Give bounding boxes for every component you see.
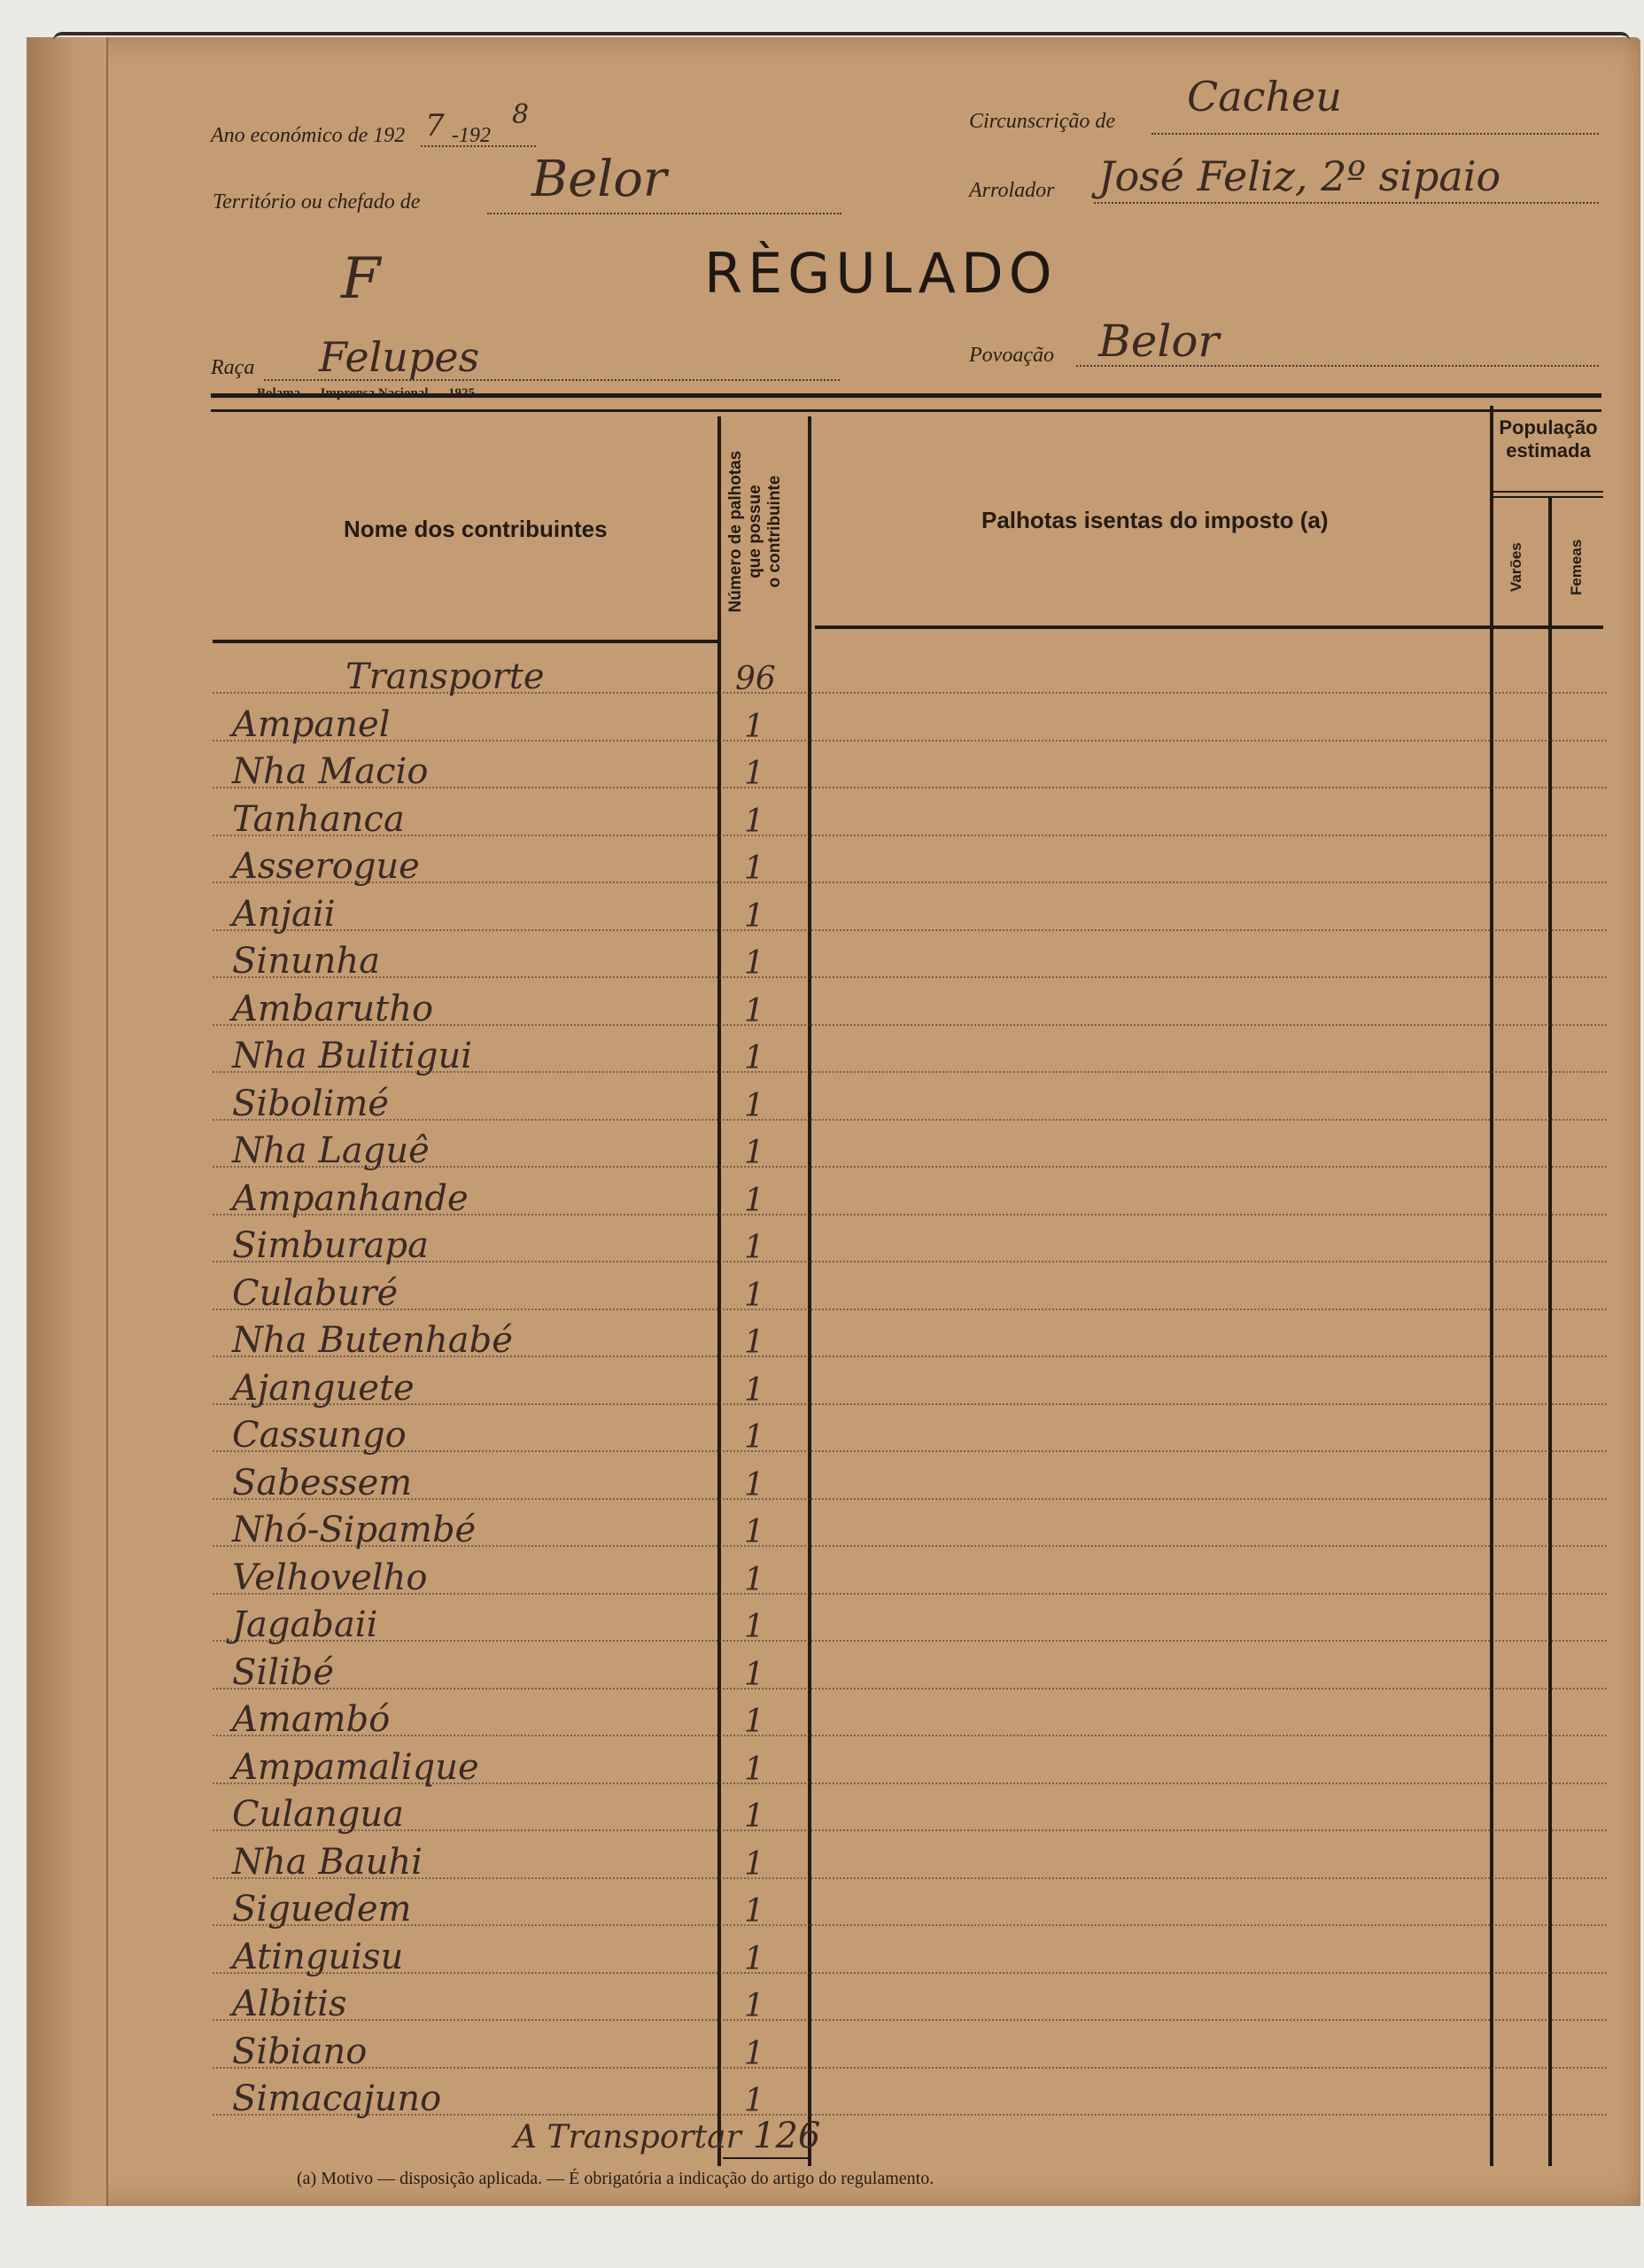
table-row	[213, 1641, 1607, 1693]
table-row	[213, 1498, 1607, 1550]
total-value: 126	[753, 2116, 821, 2156]
col-femeas-header: Femeas	[1568, 539, 1585, 595]
table-row	[213, 1783, 1607, 1835]
table-row	[213, 1167, 1607, 1219]
hut-count: 1	[744, 1324, 764, 1361]
arrolador-value: José Feliz, 2º sipaio	[1098, 152, 1501, 200]
raca-label: Raça	[211, 356, 255, 379]
contributor-name: Sibiano	[232, 2031, 368, 2072]
table-top-rule	[211, 393, 1601, 398]
contributor-name: Ampanhande	[232, 1177, 469, 1219]
contributor-name: Culaburé	[232, 1272, 399, 1314]
table-row	[213, 2020, 1607, 2072]
hut-count: 1	[744, 708, 764, 745]
hut-count: 1	[744, 992, 764, 1029]
territorio-dots	[487, 213, 841, 214]
contributor-name: Sinunha	[232, 941, 381, 982]
hut-count: 1	[744, 1704, 764, 1740]
table-row	[213, 1736, 1607, 1788]
table-row	[213, 1688, 1607, 1740]
ano-label: Ano económico de 192	[211, 124, 406, 147]
contributor-name: Velhovelho	[232, 1557, 428, 1598]
table-row	[213, 977, 1607, 1029]
contributor-name: Sibolimé	[232, 1083, 390, 1124]
hut-count: 1	[744, 1561, 764, 1598]
table-row	[213, 1262, 1607, 1314]
table-row	[213, 1546, 1607, 1598]
table-row	[213, 1593, 1607, 1645]
hut-count: 1	[744, 1277, 764, 1314]
hut-count: 1	[744, 1230, 764, 1266]
table-row	[213, 882, 1607, 935]
arrolador-label: Arrolador	[969, 179, 1055, 202]
povoacao-value: Belor	[1098, 315, 1220, 367]
hut-count: 1	[744, 1845, 764, 1883]
col-populacao-header	[1493, 416, 1603, 462]
populacao-line-1: População	[1499, 416, 1598, 439]
contributor-name: Simburapa	[232, 1225, 429, 1266]
page-title: RÈGULADO	[704, 241, 1058, 306]
header-bottom-rule-left	[213, 640, 717, 643]
table-row	[213, 1072, 1607, 1124]
contributor-name: Nha Butenhabé	[232, 1320, 513, 1361]
hut-count: 1	[744, 1135, 764, 1171]
table-row	[213, 788, 1607, 840]
populacao-rule	[1493, 491, 1603, 493]
ano-value-1: 7	[425, 108, 445, 144]
table-row	[213, 1972, 1607, 2024]
contributor-name: Jagabaii	[232, 1604, 378, 1645]
table-row	[213, 1214, 1607, 1266]
hut-count: 1	[744, 1040, 764, 1076]
col-numero-line-1: Número de palhotas	[726, 450, 745, 613]
title-mark: F	[341, 246, 381, 312]
table-row	[213, 2067, 1607, 2119]
table-row	[213, 1877, 1607, 1930]
table-row	[213, 1403, 1607, 1456]
contributor-name: Nha Bauhi	[232, 1841, 423, 1883]
table-row	[213, 929, 1607, 982]
contributor-name: Nhó-Sipambé	[232, 1510, 477, 1550]
table-row	[213, 1830, 1607, 1883]
hut-count: 1	[744, 1988, 764, 2024]
header-bottom-rule-right	[815, 625, 1603, 629]
contributor-name: Ajanguete	[232, 1367, 415, 1409]
hut-count: 1	[744, 945, 764, 982]
populacao-rule-2	[1493, 496, 1603, 498]
book-spine	[27, 37, 108, 2206]
table-row	[213, 1925, 1607, 1977]
hut-count: 1	[744, 2035, 764, 2072]
table-row	[213, 1309, 1607, 1361]
total-rule	[723, 2157, 808, 2159]
contributor-name: Nha Macio	[232, 751, 429, 792]
contributor-name: Nha Laguê	[232, 1130, 430, 1171]
hut-count: 1	[744, 1751, 764, 1788]
contributor-name: Atinguisu	[232, 1936, 404, 1977]
hut-count: 1	[744, 1182, 764, 1219]
contributor-name: Ampanel	[232, 703, 391, 745]
book-edge	[53, 32, 1630, 57]
hut-count: 1	[744, 1371, 764, 1409]
table-row	[213, 693, 1607, 745]
populacao-line-2: estimada	[1506, 439, 1591, 462]
circunscricao-dots	[1152, 133, 1599, 135]
table-top-rule-2	[211, 409, 1601, 412]
contributor-name: Amambó	[232, 1699, 391, 1740]
circunscricao-value: Cacheu	[1187, 73, 1342, 120]
contributor-name: Sabessem	[232, 1462, 413, 1503]
ano-mid: -192	[452, 124, 491, 147]
contributor-name: Siguedem	[232, 1889, 412, 1930]
hut-count: 1	[744, 1609, 764, 1645]
hut-count: 1	[744, 1419, 764, 1456]
col-isentas-header: Palhotas isentas do imposto (a)	[981, 507, 1329, 533]
col-numero-line-2: que possue	[746, 485, 764, 579]
hut-count: 1	[744, 756, 764, 792]
contributor-name: Ampamalique	[232, 1746, 479, 1788]
ano-value-2: 8	[512, 99, 530, 130]
hut-count: 1	[744, 1893, 764, 1930]
arrolador-dots	[1094, 202, 1599, 204]
table-row	[213, 1356, 1607, 1409]
table-row	[213, 645, 1607, 697]
table-row	[213, 1451, 1607, 1503]
table-row	[213, 1024, 1607, 1076]
hut-count: 96	[735, 661, 776, 697]
contributor-name: Ambarutho	[232, 988, 434, 1029]
total-label: A Transportar	[514, 2119, 741, 2155]
col-nome-header: Nome dos contribuintes	[344, 516, 608, 542]
contributor-name: Simacajuno	[232, 2078, 442, 2119]
contributor-name: Asserogue	[232, 846, 420, 887]
contributor-name: Anjaii	[232, 893, 336, 935]
hut-count: 1	[744, 897, 764, 935]
hut-count: 1	[744, 1656, 764, 1693]
table-row	[213, 835, 1607, 887]
contributor-name: Tanhanca	[232, 798, 405, 840]
povoacao-label: Povoação	[969, 344, 1054, 367]
table-row	[213, 1119, 1607, 1171]
hut-count: 1	[744, 1087, 764, 1124]
hut-count: 1	[744, 1940, 764, 1977]
table-row	[213, 740, 1607, 792]
territorio-label: Território ou chefado de	[213, 190, 421, 214]
contributor-name: Transporte	[345, 656, 545, 697]
col-varoes-header: Varões	[1508, 542, 1524, 592]
raca-value: Felupes	[319, 333, 480, 381]
col-numero-line-3: o contribuinte	[765, 475, 784, 588]
contributor-name: Albitis	[232, 1984, 347, 2024]
territorio-value: Belor	[531, 151, 667, 208]
hut-count: 1	[744, 1466, 764, 1503]
hut-count: 1	[744, 2083, 764, 2119]
hut-count: 1	[744, 850, 764, 887]
footnote: (a) Motivo — disposição aplicada. — É obrigatória a indicação do artigo do regulamento.	[297, 2169, 934, 2188]
contributor-name: Culangua	[232, 1794, 404, 1835]
contributor-name: Silibé	[232, 1651, 335, 1693]
contributor-name: Cassungo	[232, 1415, 407, 1456]
circunscricao-label: Circunscrição de	[969, 110, 1116, 133]
hut-count: 1	[744, 803, 764, 840]
hut-count: 1	[744, 1514, 764, 1550]
col-numero-header	[726, 439, 785, 625]
contributor-name: Nha Bulitigui	[232, 1036, 473, 1076]
hut-count: 1	[744, 1798, 764, 1835]
